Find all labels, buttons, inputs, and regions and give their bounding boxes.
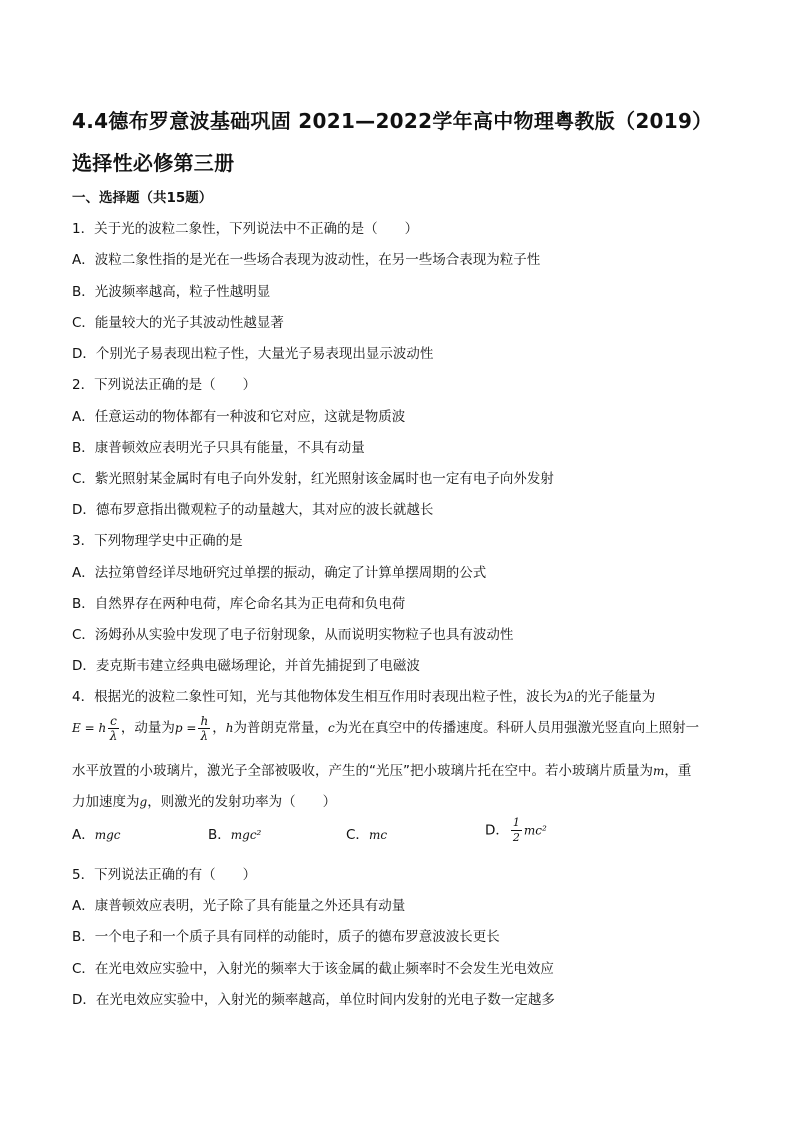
fraction-numerator: 1 xyxy=(512,816,520,829)
q4-text: ， xyxy=(212,720,226,736)
q4-text: 4．根据光的波粒二象性可知，光与其他物体发生相互作用时表现出粒子性，波长为 xyxy=(72,689,567,705)
q5-option-b: B．一个电子和一个质子具有同样的动能时，质子的德布罗意波波长更长 xyxy=(72,929,500,945)
q2-option-a: A．任意运动的物体都有一种波和它对应，这就是物质波 xyxy=(72,409,406,425)
q4-text: 力加速度为 xyxy=(72,794,140,810)
q4-stem-line1 xyxy=(72,685,655,705)
q4-text: 的光子能量为 xyxy=(574,689,656,705)
fraction-denominator: λ xyxy=(109,728,118,743)
option-formula: mc² xyxy=(523,823,547,838)
fraction-denominator: λ xyxy=(200,728,209,743)
option-formula: mc xyxy=(368,828,388,842)
lambda-symbol: λ xyxy=(566,690,575,704)
energy-fraction xyxy=(108,714,119,743)
q5-option-d: D．在光电效应实验中，入射光的频率越高，单位时间内发射的光电子数一定越多 xyxy=(72,992,555,1008)
q1-option-d: D．个别光子易表现出粒子性，大量光子易表现出显示波动性 xyxy=(72,346,434,362)
q1-option-c: C．能量较大的光子其波动性越显著 xyxy=(72,315,284,331)
q4-option-c xyxy=(346,823,387,843)
q3-stem: 3．下列物理学史中正确的是 xyxy=(72,533,243,549)
light-speed-symbol: c xyxy=(327,721,335,735)
q1-stem: 1．关于光的波粒二象性，下列说法中不正确的是（ ） xyxy=(72,221,419,237)
q3-option-c: C．汤姆孙从实验中发现了电子衍射现象，从而说明实物粒子也具有波动性 xyxy=(72,627,514,643)
q4-text: 为光在真空中的传播速度。科研人员用强激光竖直向上照射一 xyxy=(334,720,700,736)
gravity-symbol: g xyxy=(139,795,148,809)
q1-option-b: B．光波频率越高，粒子性越明显 xyxy=(72,284,271,300)
q2-option-d: D．德布罗意指出微观粒子的动量越大，其对应的波长就越长 xyxy=(72,502,434,518)
q4-text: ，则激光的发射功率为（ ） xyxy=(147,794,337,810)
q2-option-c: C．紫光照射某金属时有电子向外发射，红光照射该金属时也一定有电子向外发射 xyxy=(72,471,554,487)
fraction-denominator: 2 xyxy=(512,831,520,844)
option-formula: mgc xyxy=(94,828,121,842)
momentum-fraction xyxy=(198,714,210,743)
momentum-formula: p = xyxy=(174,721,197,735)
half-fraction xyxy=(511,816,522,845)
option-formula: mgc² xyxy=(230,828,262,842)
option-label: D． xyxy=(485,822,509,839)
q5-option-c: C．在光电效应实验中，入射光的频率大于该金属的截止频率时不会发生光电效应 xyxy=(72,961,554,977)
q4-stem-line4 xyxy=(72,790,336,810)
q4-option-d xyxy=(485,816,547,845)
section-heading: 一、选择题（共15题） xyxy=(72,190,213,206)
planck-symbol: h xyxy=(225,721,234,735)
energy-formula: E = h xyxy=(72,721,107,735)
q4-stem-line2 xyxy=(72,711,699,745)
q4-text: 水平放置的小玻璃片，激光子全部被吸收，产生的“光压”把小玻璃片托在空中。若小玻璃片质量为 xyxy=(72,763,653,779)
option-label: B． xyxy=(208,827,231,843)
q5-option-a: A．康普顿效应表明，光子除了具有能量之外还具有动量 xyxy=(72,898,406,914)
q3-option-d: D．麦克斯韦建立经典电磁场理论，并首先捕捉到了电磁波 xyxy=(72,658,420,674)
q4-option-a xyxy=(72,823,121,843)
q2-stem: 2．下列说法正确的是（ ） xyxy=(72,377,257,393)
fraction-numerator: c xyxy=(110,713,117,728)
q1-option-a: A．波粒二象性指的是光在一些场合表现为波动性，在另一些场合表现为粒子性 xyxy=(72,252,541,268)
option-label: A． xyxy=(72,827,95,843)
q3-option-a: A．法拉第曾经详尽地研究过单摆的振动，确定了计算单摆周期的公式 xyxy=(72,565,487,581)
q3-option-b: B．自然界存在两种电荷，库仑命名其为正电荷和负电荷 xyxy=(72,596,406,612)
q4-text: 为普朗克常量， xyxy=(233,720,328,736)
q4-text: ，重 xyxy=(664,763,692,779)
q4-option-b xyxy=(208,823,261,843)
option-label: C． xyxy=(346,827,369,843)
mass-symbol: m xyxy=(653,764,665,778)
q4-stem-line3 xyxy=(72,759,691,779)
q4-text: ，动量为 xyxy=(120,720,175,736)
q5-stem: 5．下列说法正确的有（ ） xyxy=(72,867,257,883)
q2-option-b: B．康普顿效应表明光子只具有能量，不具有动量 xyxy=(72,440,365,456)
page-title: 4.4德布罗意波基础巩固 2021—2022学年高中物理粤教版（2019）选择性必修第三册 xyxy=(72,109,713,175)
fraction-numerator: h xyxy=(200,713,209,728)
